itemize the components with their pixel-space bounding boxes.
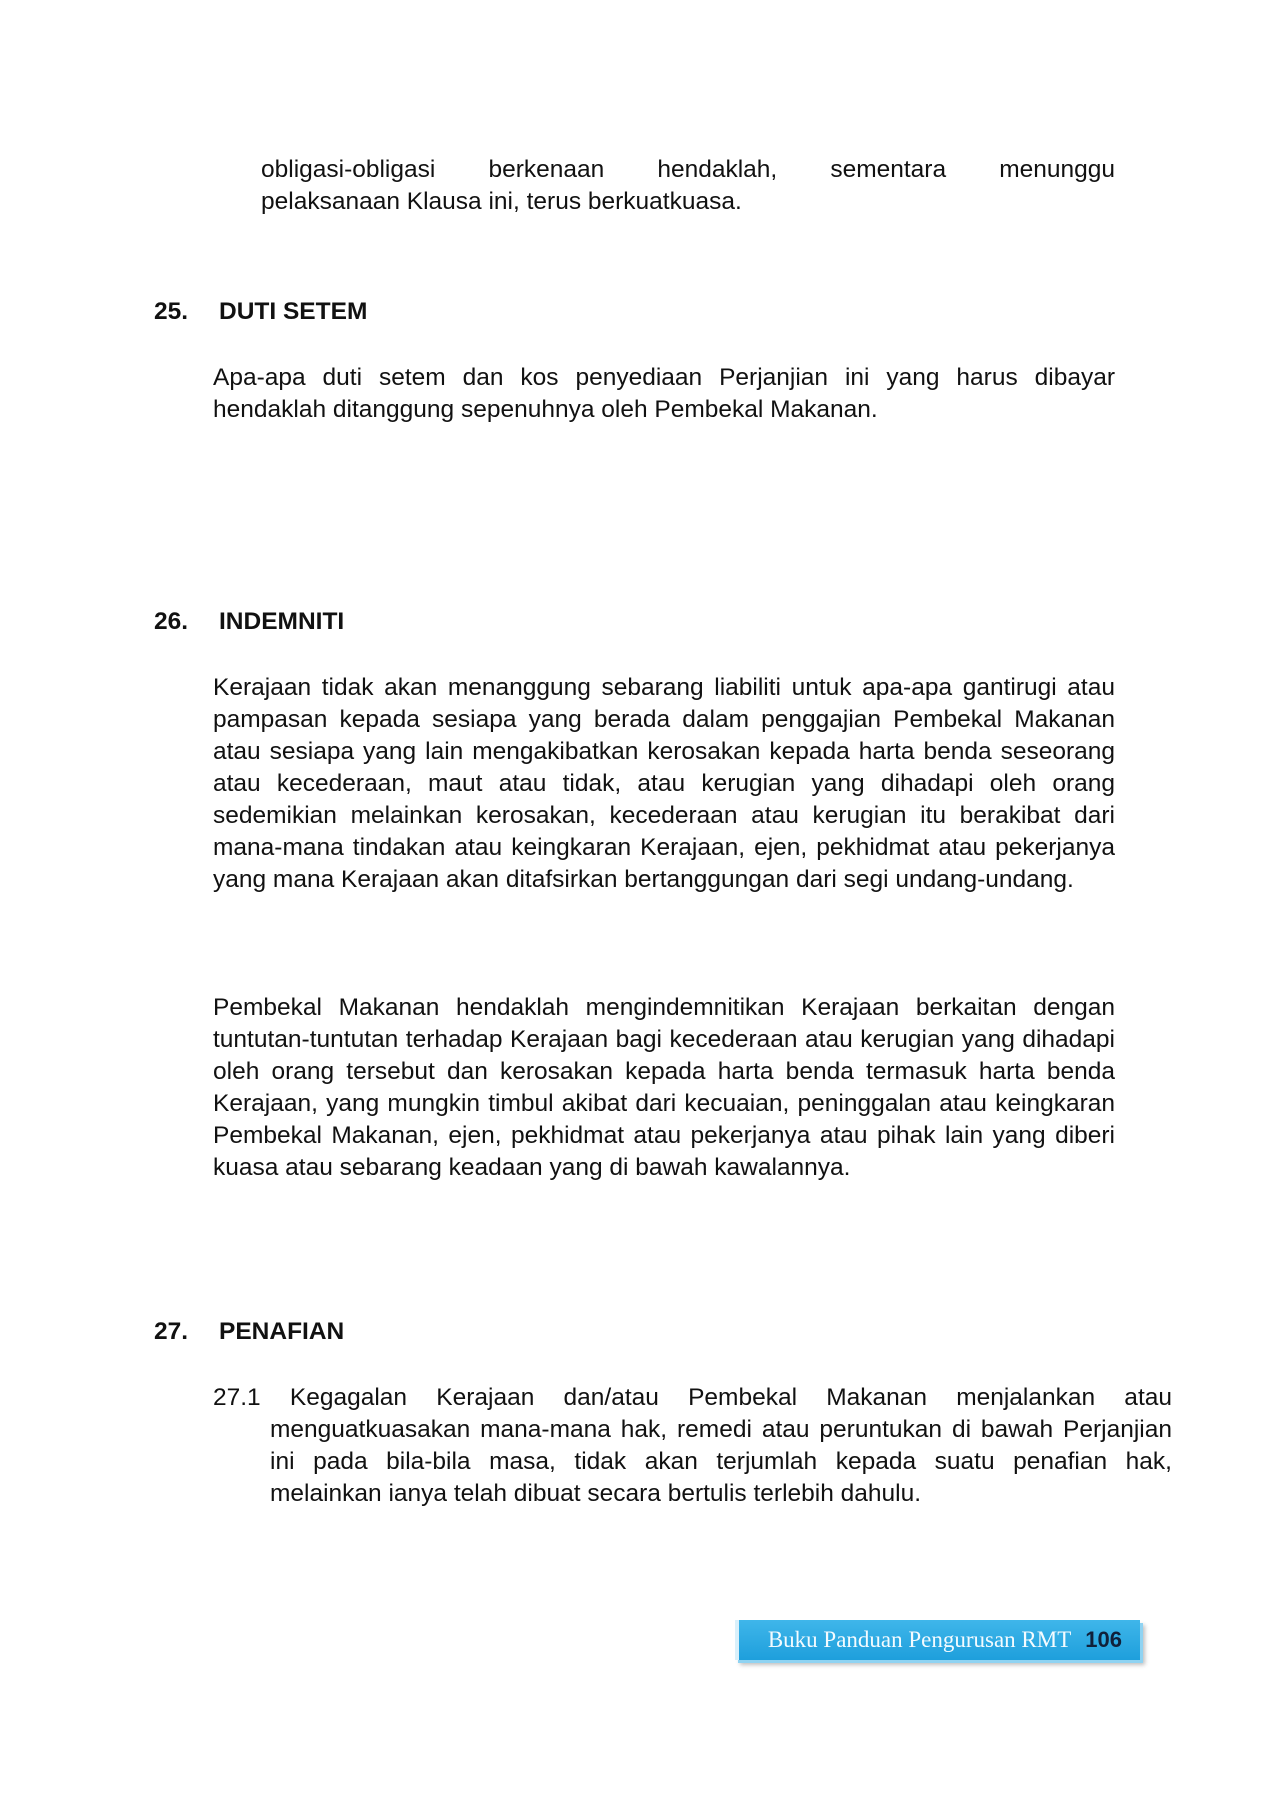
section-27-number: 27.	[154, 1318, 189, 1345]
page-number: 106	[1085, 1627, 1122, 1652]
intro-line-1: obligasi-obligasi berkenaan hendaklah, sementara menunggu	[261, 156, 1115, 183]
section-26-title: INDEMNITI	[219, 608, 345, 635]
section-26-paragraph-2: Pembekal Makanan hendaklah mengindemnitikan Kerajaan berkaitan dengan tuntutan-tuntutan terhadap Kerajaan bagi kecederaan atau kerugian yang dihadapi oleh orang tersebut dan kerosakan kepada harta benda termasuk harta benda Kerajaan, yang mungkin timbul akibat dari kecuaian, peninggalan atau keingkaran Pembekal Makanan, ejen, pekhidmat atau pekerjanya atau pihak lain yang diberi kuasa atau sebarang keadaan yang di bawah kawalannya.	[213, 994, 1115, 1181]
section-25-heading	[154, 298, 367, 326]
page-footer	[735, 1620, 1140, 1660]
section-27-item-1	[213, 1382, 1172, 1510]
section-26-heading	[154, 608, 344, 636]
section-27-item-number: 27.1	[213, 1384, 261, 1411]
section-25-number: 25.	[154, 298, 189, 325]
section-27-item-text: Kegagalan Kerajaan dan/atau Pembekal Makanan menjalankan atau menguatkuasakan mana-mana hak, remedi atau peruntukan di bawah Perjanjian ini pada bila-bila masa, tidak akan terjumlah kepada suatu penafian hak, melainkan ianya telah dibuat secara bertulis terlebih dahulu.	[270, 1384, 1172, 1507]
intro-line-2: pelaksanaan Klausa ini, terus berkuatkuasa.	[261, 188, 742, 215]
section-26-paragraph-1: Kerajaan tidak akan menanggung sebarang liabiliti untuk apa-apa gantirugi atau pampasan kepada sesiapa yang berada dalam penggajian Pembekal Makanan atau sesiapa yang lain mengakibatkan kerosakan kepada harta benda seseorang atau kecederaan, maut atau tidak, atau kerugian yang dihadapi oleh orang sedemikian melainkan kerosakan, kecederaan atau kerugian itu berakibat dari mana-mana tindakan atau keingkaran Kerajaan, ejen, pekhidmat atau pekerjanya yang mana Kerajaan akan ditafsirkan bertanggungan dari segi undang-undang.	[213, 674, 1115, 893]
section-25-title: DUTI SETEM	[219, 298, 368, 325]
footer-title: Buku Panduan Pengurusan RMT	[767, 1627, 1072, 1652]
section-27-heading	[154, 1318, 344, 1346]
section-26-number: 26.	[154, 608, 189, 635]
section-25-paragraph: Apa-apa duti setem dan kos penyediaan Perjanjian ini yang harus dibayar hendaklah ditanggung sepenuhnya oleh Pembekal Makanan.	[213, 364, 1115, 423]
section-27-title: PENAFIAN	[219, 1318, 345, 1345]
